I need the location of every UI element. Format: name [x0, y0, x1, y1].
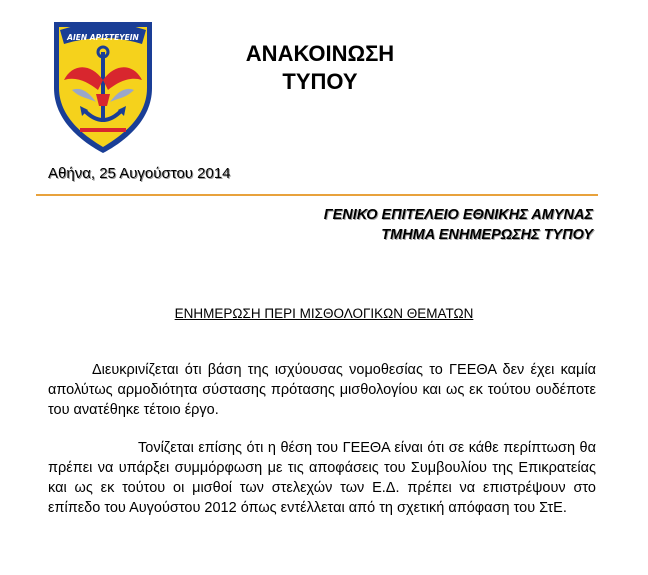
hndgs-emblem — [50, 18, 156, 156]
body-paragraph-2: Τονίζεται επίσης ότι η θέση του ΓΕΕΘΑ είναι ότι σε κάθε περίπτωση θα πρέπει να υπάρξει συμμόρφωση με τις αποφάσεις του Συμβουλίου της Επικρατείας και ως εκ τούτου οι μισθοί των στελεχών των Ε.Δ. πρέπει να επιστρέψουν στο επίπεδο του Αυγούστου 2012 όπως εντέλλεται από τη σχετική απόφαση του ΣτΕ. — [48, 440, 596, 516]
release-date: Αθήνα, 25 Αυγούστου 2014 — [48, 165, 231, 182]
department-line-2: ΤΜΗΜΑ ΕΝΗΜΕΡΩΣΗΣ ΤΥΠΟΥ — [381, 227, 593, 243]
shield-emblem-icon — [50, 18, 156, 156]
header-divider — [36, 194, 598, 196]
press-release-title — [200, 40, 440, 96]
body-paragraph-1: Διευκρινίζεται ότι βάση της ισχύουσας νομοθεσίας το ΓΕΕΘΑ δεν έχει καμία απολύτως αρμοδιότητα σύστασης πρότασης μισθολογίου και ως εκ τούτου ουδέποτε του ανατέθηκε τέτοιο έργο. — [48, 362, 596, 418]
subject-heading: ΕΝΗΜΕΡΩΣΗ ΠΕΡΙ ΜΙΣΘΟΛΟΓΙΚΩΝ ΘΕΜΑΤΩΝ — [174, 306, 474, 321]
department-line-1: ΓΕΝΙΚΟ ΕΠΙΤΕΛΕΙΟ ΕΘΝΙΚΗΣ ΑΜΥΝΑΣ — [323, 207, 593, 223]
title-line-2: ΤΥΠΟΥ — [282, 69, 358, 94]
emblem-motto: ΑΙΕΝ ΑΡΙΣΤΕΥΕΙΝ — [67, 33, 139, 42]
department-block — [324, 205, 593, 245]
title-line-1: ΑΝΑΚΟΙΝΩΣΗ — [245, 41, 395, 66]
